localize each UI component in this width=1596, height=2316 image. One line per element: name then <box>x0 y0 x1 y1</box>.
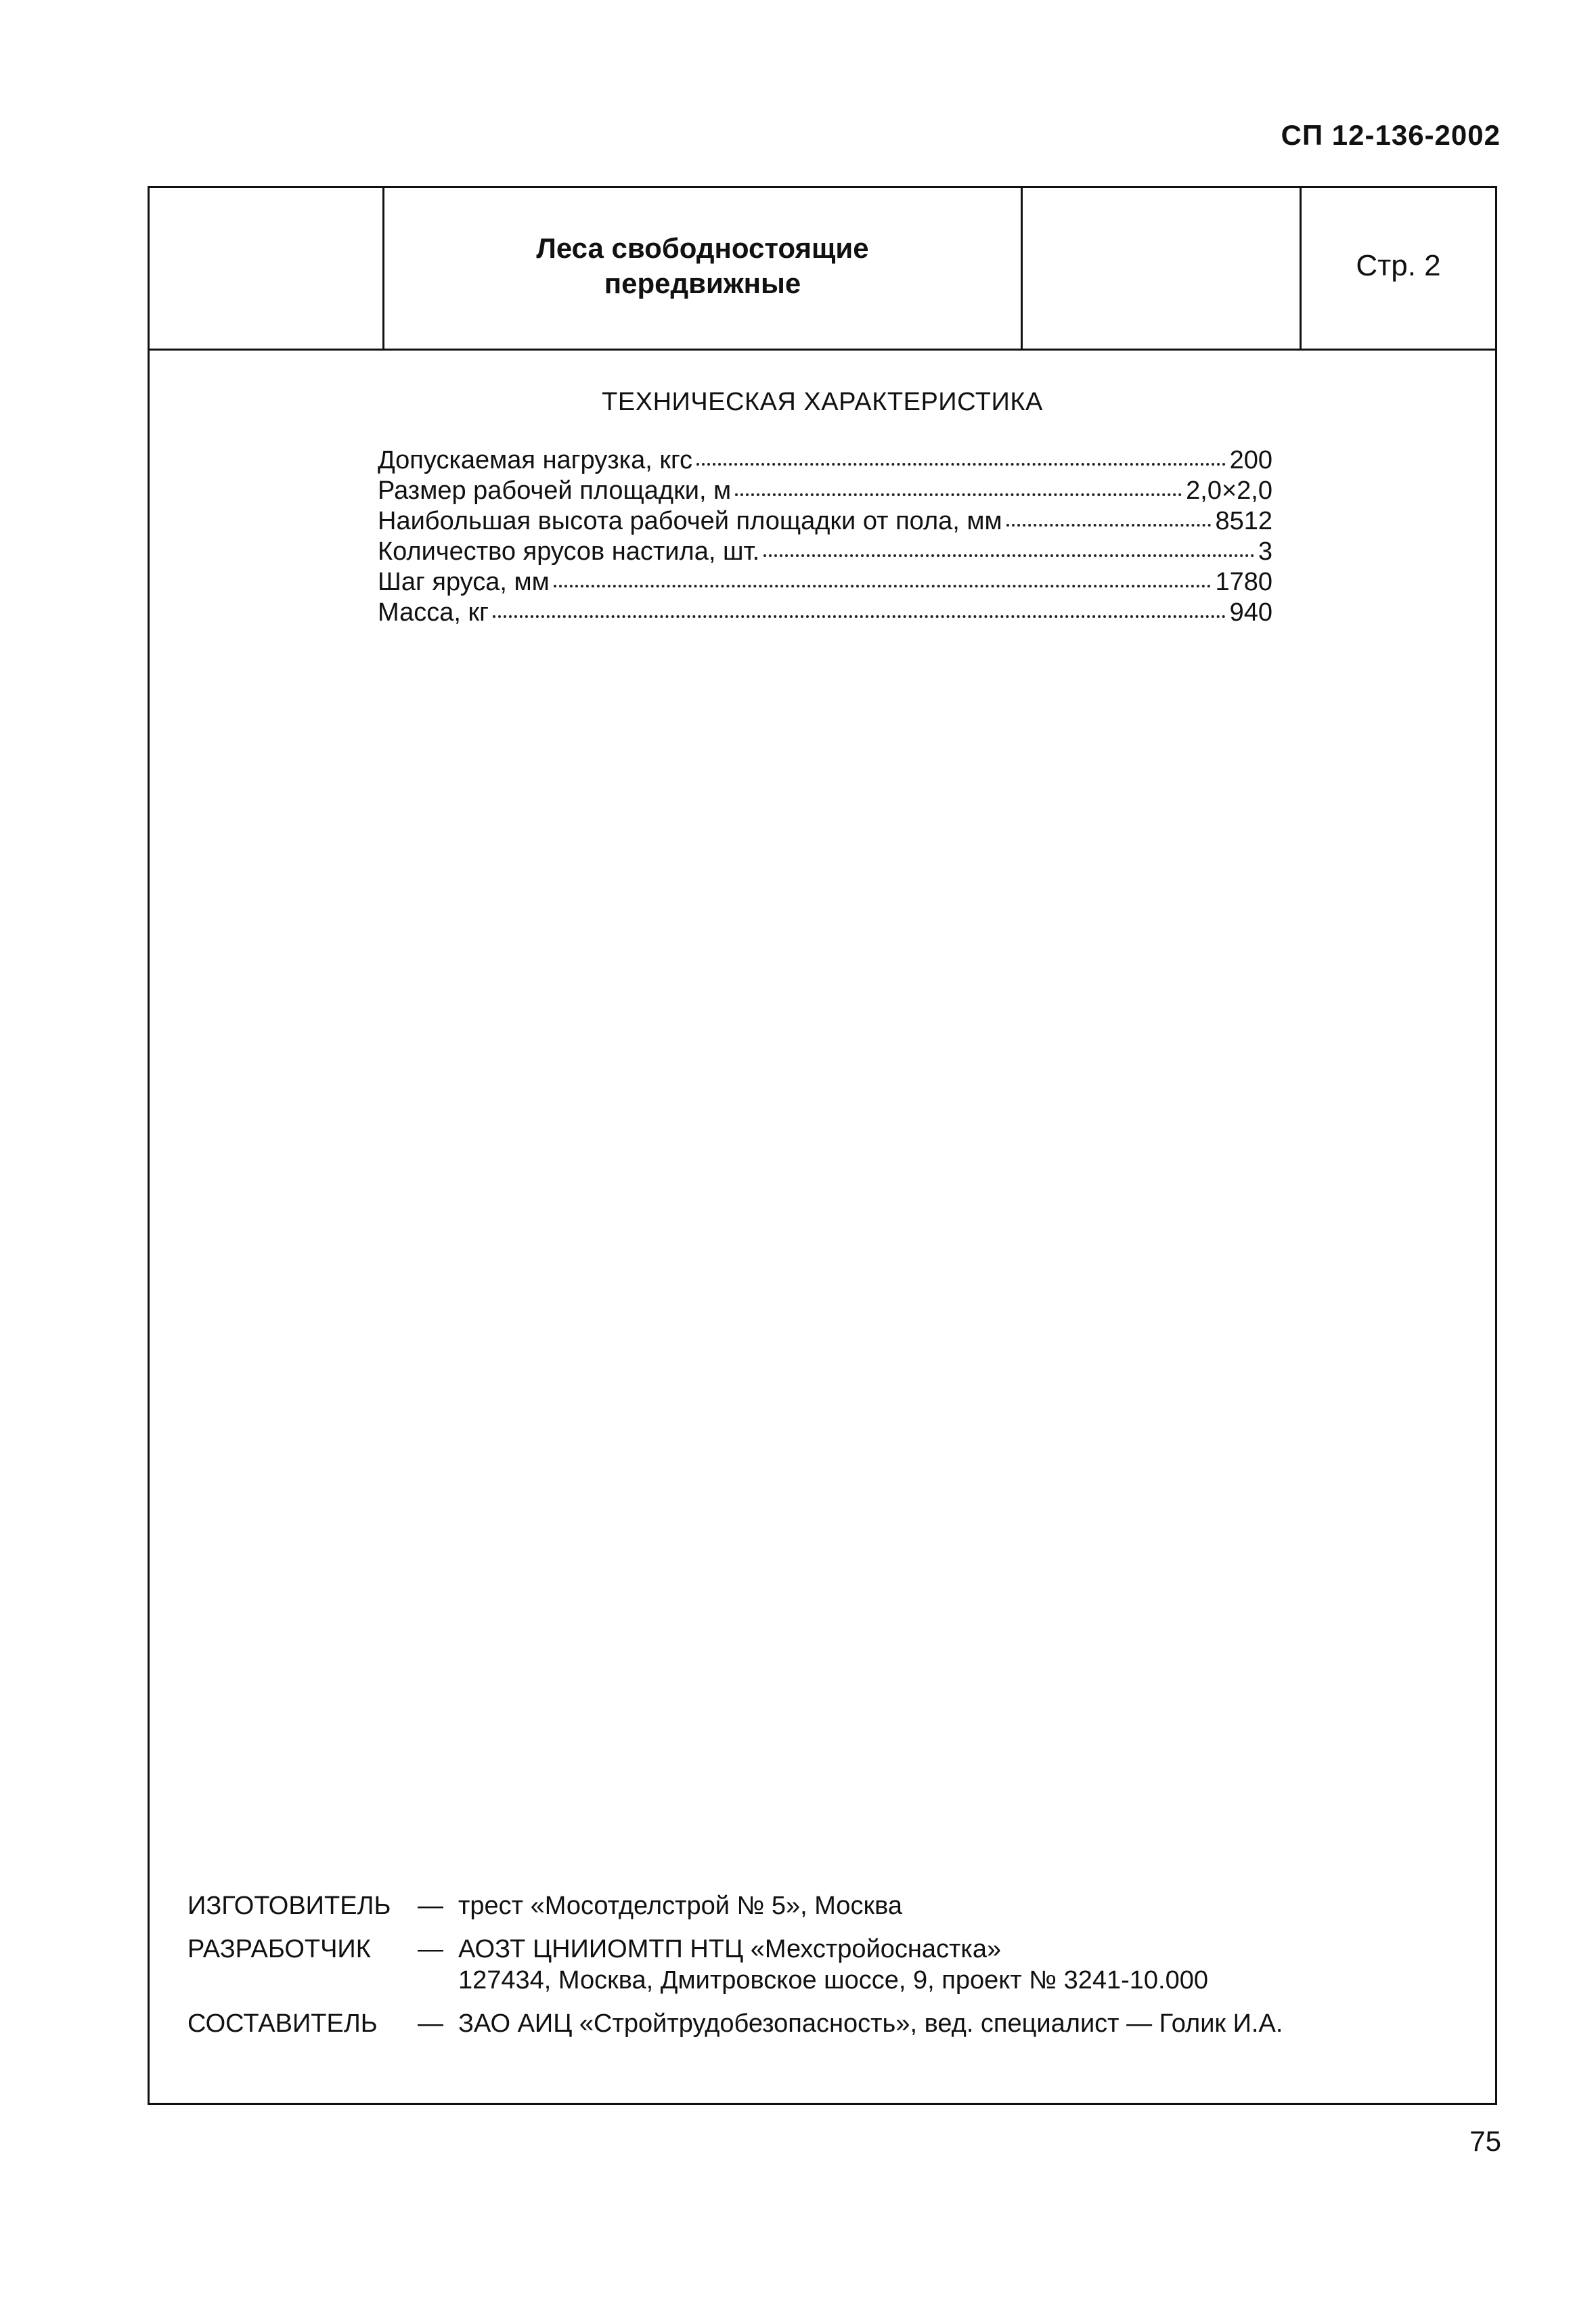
credit-role: СОСТАВИТЕЛЬ <box>187 2009 378 2038</box>
credit-role: РАЗРАБОТЧИК <box>187 1935 371 1963</box>
title-block-cell-title <box>384 188 1023 349</box>
spec-value: 8512 <box>1215 507 1272 535</box>
credit-text: трест «Мосотделстрой № 5», Москва <box>458 1892 902 1920</box>
spec-row <box>378 537 1272 567</box>
spec-label: Шаг яруса, мм <box>378 568 550 596</box>
spec-value: 3 <box>1258 537 1272 566</box>
specs-heading: ТЕХНИЧЕСКАЯ ХАРАКТЕРИСТИКА <box>602 388 1043 416</box>
leader-dots <box>554 585 1212 587</box>
sheet-title-line-2: передвижные <box>604 267 801 299</box>
credit-text: ЗАО АИЦ «Стройтрудобезопасность», вед. специалист — Голик И.А. <box>458 2009 1283 2038</box>
spec-value: 200 <box>1229 446 1272 474</box>
title-block-cell-page <box>1302 188 1495 349</box>
document-code: СП 12-136-2002 <box>1281 119 1501 151</box>
credit-text-line-1: АОЗТ ЦНИИОМТП НТЦ «Мехстройоснастка» <box>458 1935 1002 1963</box>
page-number: 75 <box>1469 2125 1501 2157</box>
title-block-cell-empty-left <box>150 188 384 349</box>
spec-label: Наибольшая высота рабочей площадки от пола, мм <box>378 507 1002 535</box>
credit-text-line-2: 127434, Москва, Дмитровское шоссе, 9, проект № 3241-10.000 <box>458 1966 1209 1995</box>
leader-dots <box>696 463 1226 466</box>
spec-row <box>378 567 1272 598</box>
credit-compiler <box>187 2008 1473 2039</box>
credit-manufacturer <box>187 1890 1473 1921</box>
credit-developer <box>187 1934 1473 1996</box>
sheet-page-label: Стр. 2 <box>1356 248 1441 282</box>
credit-dash: — <box>418 1892 443 1920</box>
spec-value: 2,0×2,0 <box>1186 476 1272 505</box>
document-frame <box>148 186 1497 2105</box>
title-block <box>150 188 1495 351</box>
spec-label: Допускаемая нагрузка, кгс <box>378 446 693 474</box>
sheet-title <box>466 231 939 301</box>
spec-label: Количество ярусов настила, шт. <box>378 537 760 566</box>
sheet-title-line-1: Леса свободностоящие <box>536 231 869 264</box>
credit-role: ИЗГОТОВИТЕЛЬ <box>187 1892 391 1920</box>
leader-dots <box>493 615 1226 618</box>
credit-dash: — <box>418 2009 443 2038</box>
title-block-cell-empty-right <box>1023 188 1302 349</box>
credit-text <box>458 1934 1473 1996</box>
credit-dash: — <box>418 1935 443 1963</box>
spec-row <box>378 476 1272 506</box>
leader-dots <box>1006 524 1212 527</box>
specs-list <box>378 445 1272 628</box>
spec-row <box>378 598 1272 628</box>
leader-dots <box>763 554 1254 557</box>
spec-label: Размер рабочей площадки, м <box>378 476 732 505</box>
credits-block <box>187 1890 1473 2051</box>
leader-dots <box>735 493 1182 496</box>
spec-value: 940 <box>1229 598 1272 627</box>
spec-row <box>378 506 1272 537</box>
spec-row <box>378 445 1272 476</box>
spec-label: Масса, кг <box>378 598 489 627</box>
spec-value: 1780 <box>1215 568 1272 596</box>
